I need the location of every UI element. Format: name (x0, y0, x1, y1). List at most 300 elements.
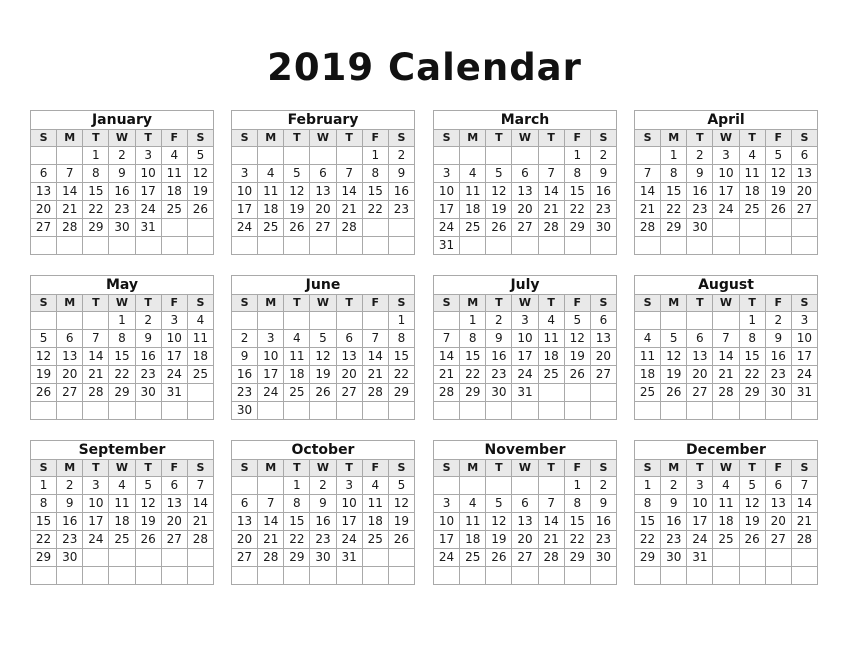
day-cell: 8 (284, 495, 310, 513)
day-cell: 13 (687, 348, 713, 366)
month-name: January (31, 111, 214, 130)
day-cell (512, 402, 538, 420)
day-cell: 3 (336, 477, 362, 495)
day-cell: 1 (31, 477, 57, 495)
weekday-header: M (460, 130, 486, 147)
day-cell: 20 (791, 183, 817, 201)
day-cell: 21 (83, 366, 109, 384)
day-cell (512, 237, 538, 255)
day-cell (388, 402, 414, 420)
day-cell: 7 (83, 330, 109, 348)
weekday-header: T (538, 130, 564, 147)
day-cell (258, 147, 284, 165)
week-row (635, 165, 818, 183)
day-cell: 24 (687, 531, 713, 549)
month-may (30, 275, 214, 420)
day-cell: 1 (661, 147, 687, 165)
day-cell: 2 (388, 147, 414, 165)
day-cell (739, 402, 765, 420)
day-cell: 30 (135, 384, 161, 402)
day-cell: 12 (284, 183, 310, 201)
day-cell: 16 (57, 513, 83, 531)
day-cell (232, 477, 258, 495)
day-cell: 1 (635, 477, 661, 495)
day-cell (336, 402, 362, 420)
day-cell: 19 (564, 348, 590, 366)
day-cell: 10 (687, 495, 713, 513)
week-row (31, 201, 214, 219)
weekday-header: F (765, 295, 791, 312)
day-cell: 21 (538, 201, 564, 219)
day-cell (310, 147, 336, 165)
day-cell: 20 (512, 531, 538, 549)
day-cell: 16 (486, 348, 512, 366)
day-cell: 30 (486, 384, 512, 402)
day-cell: 19 (284, 201, 310, 219)
day-cell: 13 (232, 513, 258, 531)
week-row (635, 330, 818, 348)
day-cell (791, 402, 817, 420)
day-cell: 15 (564, 183, 590, 201)
day-cell: 5 (187, 147, 213, 165)
week-row (31, 567, 214, 585)
day-cell: 15 (388, 348, 414, 366)
weekday-header: T (739, 295, 765, 312)
day-cell: 5 (135, 477, 161, 495)
day-cell: 5 (388, 477, 414, 495)
day-cell (57, 402, 83, 420)
day-cell (161, 567, 187, 585)
weekday-header: S (187, 460, 213, 477)
day-cell: 17 (258, 366, 284, 384)
weekday-header: T (135, 295, 161, 312)
day-cell: 18 (258, 201, 284, 219)
weekday-header: M (57, 460, 83, 477)
day-cell: 14 (538, 183, 564, 201)
day-cell (434, 312, 460, 330)
day-cell (635, 147, 661, 165)
day-cell: 28 (538, 219, 564, 237)
day-cell: 21 (713, 366, 739, 384)
week-row (232, 513, 415, 531)
day-cell (388, 237, 414, 255)
day-cell: 9 (661, 495, 687, 513)
day-cell: 18 (109, 513, 135, 531)
day-cell: 29 (739, 384, 765, 402)
weekday-header: T (284, 295, 310, 312)
day-cell: 8 (31, 495, 57, 513)
weekday-header: F (362, 460, 388, 477)
week-row (635, 531, 818, 549)
day-cell: 10 (258, 348, 284, 366)
day-cell: 31 (336, 549, 362, 567)
day-cell: 25 (258, 219, 284, 237)
week-row (232, 237, 415, 255)
day-cell: 12 (564, 330, 590, 348)
day-cell (362, 549, 388, 567)
month-name: April (635, 111, 818, 130)
day-cell (460, 567, 486, 585)
week-row (232, 183, 415, 201)
weekday-header: S (590, 460, 616, 477)
day-cell (187, 402, 213, 420)
day-cell: 11 (460, 513, 486, 531)
day-cell: 23 (661, 531, 687, 549)
day-cell: 13 (57, 348, 83, 366)
day-cell: 20 (336, 366, 362, 384)
day-cell: 16 (590, 513, 616, 531)
day-cell: 27 (512, 219, 538, 237)
day-cell: 12 (310, 348, 336, 366)
week-row (31, 219, 214, 237)
day-cell: 20 (232, 531, 258, 549)
day-cell: 4 (538, 312, 564, 330)
day-cell: 7 (57, 165, 83, 183)
day-cell: 18 (460, 201, 486, 219)
day-cell: 17 (434, 531, 460, 549)
day-cell (187, 219, 213, 237)
day-cell: 23 (765, 366, 791, 384)
day-cell: 22 (564, 201, 590, 219)
month-name: November (434, 441, 617, 460)
day-cell (187, 384, 213, 402)
day-cell: 28 (187, 531, 213, 549)
day-cell (31, 237, 57, 255)
day-cell: 3 (83, 477, 109, 495)
weekday-header: F (564, 460, 590, 477)
day-cell (486, 477, 512, 495)
day-cell: 15 (661, 183, 687, 201)
day-cell (187, 549, 213, 567)
day-cell: 12 (661, 348, 687, 366)
day-cell: 15 (31, 513, 57, 531)
weekday-header: S (635, 130, 661, 147)
day-cell (258, 567, 284, 585)
week-row (434, 201, 617, 219)
day-cell: 5 (661, 330, 687, 348)
day-cell: 6 (310, 165, 336, 183)
day-cell: 5 (31, 330, 57, 348)
day-cell (538, 477, 564, 495)
day-cell (564, 567, 590, 585)
day-cell (635, 237, 661, 255)
day-cell: 26 (765, 201, 791, 219)
day-cell: 9 (590, 495, 616, 513)
week-row (232, 348, 415, 366)
day-cell (284, 312, 310, 330)
weekday-header: T (83, 460, 109, 477)
day-cell: 22 (109, 366, 135, 384)
weekday-header: M (57, 295, 83, 312)
day-cell: 4 (713, 477, 739, 495)
day-cell: 3 (434, 495, 460, 513)
day-cell: 26 (284, 219, 310, 237)
day-cell: 9 (590, 165, 616, 183)
day-cell: 30 (57, 549, 83, 567)
day-cell: 28 (538, 549, 564, 567)
week-row (635, 402, 818, 420)
day-cell (83, 549, 109, 567)
day-cell: 26 (486, 219, 512, 237)
day-cell: 18 (460, 531, 486, 549)
day-cell: 15 (739, 348, 765, 366)
weekday-header: S (31, 130, 57, 147)
day-cell: 23 (590, 531, 616, 549)
weekday-header: T (486, 130, 512, 147)
day-cell (388, 567, 414, 585)
day-cell: 26 (388, 531, 414, 549)
day-cell: 18 (713, 513, 739, 531)
day-cell (486, 147, 512, 165)
day-cell: 5 (739, 477, 765, 495)
weekday-header: W (713, 460, 739, 477)
day-cell: 17 (161, 348, 187, 366)
week-row (635, 567, 818, 585)
day-cell (83, 312, 109, 330)
week-row (434, 495, 617, 513)
weekday-header: W (512, 130, 538, 147)
day-cell: 10 (791, 330, 817, 348)
week-row (434, 330, 617, 348)
day-cell: 14 (713, 348, 739, 366)
day-cell: 22 (661, 201, 687, 219)
day-cell: 26 (486, 549, 512, 567)
day-cell: 25 (713, 531, 739, 549)
day-cell: 18 (538, 348, 564, 366)
day-cell (538, 237, 564, 255)
day-cell (791, 237, 817, 255)
day-cell: 18 (161, 183, 187, 201)
weekday-header: T (336, 460, 362, 477)
day-cell: 7 (434, 330, 460, 348)
day-cell: 11 (284, 348, 310, 366)
day-cell: 16 (310, 513, 336, 531)
day-cell: 23 (310, 531, 336, 549)
week-row (434, 477, 617, 495)
day-cell (388, 219, 414, 237)
week-row (635, 183, 818, 201)
week-row (635, 312, 818, 330)
day-cell: 4 (460, 165, 486, 183)
day-cell (661, 312, 687, 330)
weekday-header: T (687, 460, 713, 477)
day-cell (486, 402, 512, 420)
day-cell: 8 (564, 165, 590, 183)
day-cell: 28 (635, 219, 661, 237)
day-cell: 3 (258, 330, 284, 348)
day-cell: 17 (687, 513, 713, 531)
day-cell: 9 (388, 165, 414, 183)
weekday-header: M (258, 295, 284, 312)
day-cell (31, 147, 57, 165)
day-cell (362, 567, 388, 585)
week-row (434, 237, 617, 255)
day-cell (739, 549, 765, 567)
week-row (232, 477, 415, 495)
day-cell: 18 (635, 366, 661, 384)
day-cell: 22 (635, 531, 661, 549)
day-cell: 24 (83, 531, 109, 549)
day-cell (512, 567, 538, 585)
day-cell: 1 (109, 312, 135, 330)
day-cell: 25 (460, 549, 486, 567)
month-december (634, 440, 818, 585)
day-cell: 10 (434, 513, 460, 531)
day-cell: 13 (31, 183, 57, 201)
day-cell: 11 (635, 348, 661, 366)
month-april (634, 110, 818, 255)
weekday-header: F (765, 460, 791, 477)
day-cell (564, 402, 590, 420)
day-cell: 8 (83, 165, 109, 183)
day-cell: 29 (109, 384, 135, 402)
weekday-header: T (739, 130, 765, 147)
week-row (434, 147, 617, 165)
day-cell: 27 (310, 219, 336, 237)
day-cell: 24 (791, 366, 817, 384)
day-cell: 20 (31, 201, 57, 219)
day-cell: 26 (564, 366, 590, 384)
day-cell: 14 (336, 183, 362, 201)
day-cell (765, 237, 791, 255)
day-cell: 6 (687, 330, 713, 348)
day-cell: 29 (388, 384, 414, 402)
day-cell: 6 (791, 147, 817, 165)
day-cell: 22 (83, 201, 109, 219)
weekday-header: S (187, 130, 213, 147)
day-cell: 9 (232, 348, 258, 366)
day-cell (57, 147, 83, 165)
weekday-header: T (687, 130, 713, 147)
day-cell: 3 (791, 312, 817, 330)
day-cell: 10 (161, 330, 187, 348)
day-cell (109, 237, 135, 255)
day-cell (713, 237, 739, 255)
day-cell: 19 (310, 366, 336, 384)
day-cell (765, 219, 791, 237)
week-row (31, 402, 214, 420)
day-cell: 24 (512, 366, 538, 384)
day-cell: 10 (135, 165, 161, 183)
week-row (31, 477, 214, 495)
week-row (635, 201, 818, 219)
weekday-header: F (161, 460, 187, 477)
day-cell (460, 402, 486, 420)
day-cell: 13 (336, 348, 362, 366)
day-cell: 19 (661, 366, 687, 384)
day-cell (336, 147, 362, 165)
day-cell (791, 219, 817, 237)
month-september (30, 440, 214, 585)
day-cell: 31 (135, 219, 161, 237)
weekday-header: T (284, 460, 310, 477)
weekday-header: F (362, 295, 388, 312)
day-cell (258, 237, 284, 255)
day-cell: 18 (284, 366, 310, 384)
weekday-header: S (388, 460, 414, 477)
day-cell (135, 549, 161, 567)
day-cell: 16 (687, 183, 713, 201)
weekday-header: W (310, 460, 336, 477)
day-cell: 17 (83, 513, 109, 531)
day-cell: 25 (739, 201, 765, 219)
day-cell (161, 549, 187, 567)
day-cell: 14 (258, 513, 284, 531)
day-cell: 16 (765, 348, 791, 366)
day-cell: 10 (434, 183, 460, 201)
day-cell (258, 402, 284, 420)
day-cell (713, 549, 739, 567)
day-cell (486, 237, 512, 255)
day-cell: 27 (31, 219, 57, 237)
day-cell: 12 (388, 495, 414, 513)
month-name: June (232, 276, 415, 295)
day-cell (362, 312, 388, 330)
day-cell: 10 (713, 165, 739, 183)
day-cell (57, 237, 83, 255)
weekday-header: T (486, 460, 512, 477)
day-cell: 23 (232, 384, 258, 402)
day-cell (739, 237, 765, 255)
day-cell: 10 (336, 495, 362, 513)
day-cell: 15 (362, 183, 388, 201)
week-row (434, 549, 617, 567)
day-cell: 3 (512, 312, 538, 330)
day-cell: 22 (460, 366, 486, 384)
week-row (232, 165, 415, 183)
day-cell: 1 (388, 312, 414, 330)
day-cell: 1 (564, 477, 590, 495)
day-cell: 27 (336, 384, 362, 402)
day-cell: 22 (31, 531, 57, 549)
day-cell: 22 (388, 366, 414, 384)
month-august (634, 275, 818, 420)
day-cell: 31 (161, 384, 187, 402)
day-cell: 19 (388, 513, 414, 531)
day-cell: 17 (512, 348, 538, 366)
weekday-header: S (791, 295, 817, 312)
week-row (635, 477, 818, 495)
week-row (434, 384, 617, 402)
day-cell (564, 237, 590, 255)
day-cell: 28 (83, 384, 109, 402)
day-cell: 30 (590, 219, 616, 237)
day-cell: 31 (434, 237, 460, 255)
day-cell (187, 567, 213, 585)
day-cell: 23 (687, 201, 713, 219)
day-cell: 13 (512, 513, 538, 531)
day-cell (460, 237, 486, 255)
day-cell: 31 (791, 384, 817, 402)
day-cell: 30 (109, 219, 135, 237)
day-cell: 7 (538, 165, 564, 183)
weekday-header: M (661, 295, 687, 312)
day-cell (109, 549, 135, 567)
weekday-header: M (57, 130, 83, 147)
day-cell: 20 (765, 513, 791, 531)
day-cell (284, 237, 310, 255)
day-cell: 11 (739, 165, 765, 183)
day-cell: 26 (739, 531, 765, 549)
day-cell: 6 (336, 330, 362, 348)
weekday-header: F (362, 130, 388, 147)
day-cell: 4 (284, 330, 310, 348)
week-row (434, 219, 617, 237)
day-cell: 24 (232, 219, 258, 237)
day-cell: 24 (258, 384, 284, 402)
day-cell: 21 (57, 201, 83, 219)
week-row (635, 513, 818, 531)
